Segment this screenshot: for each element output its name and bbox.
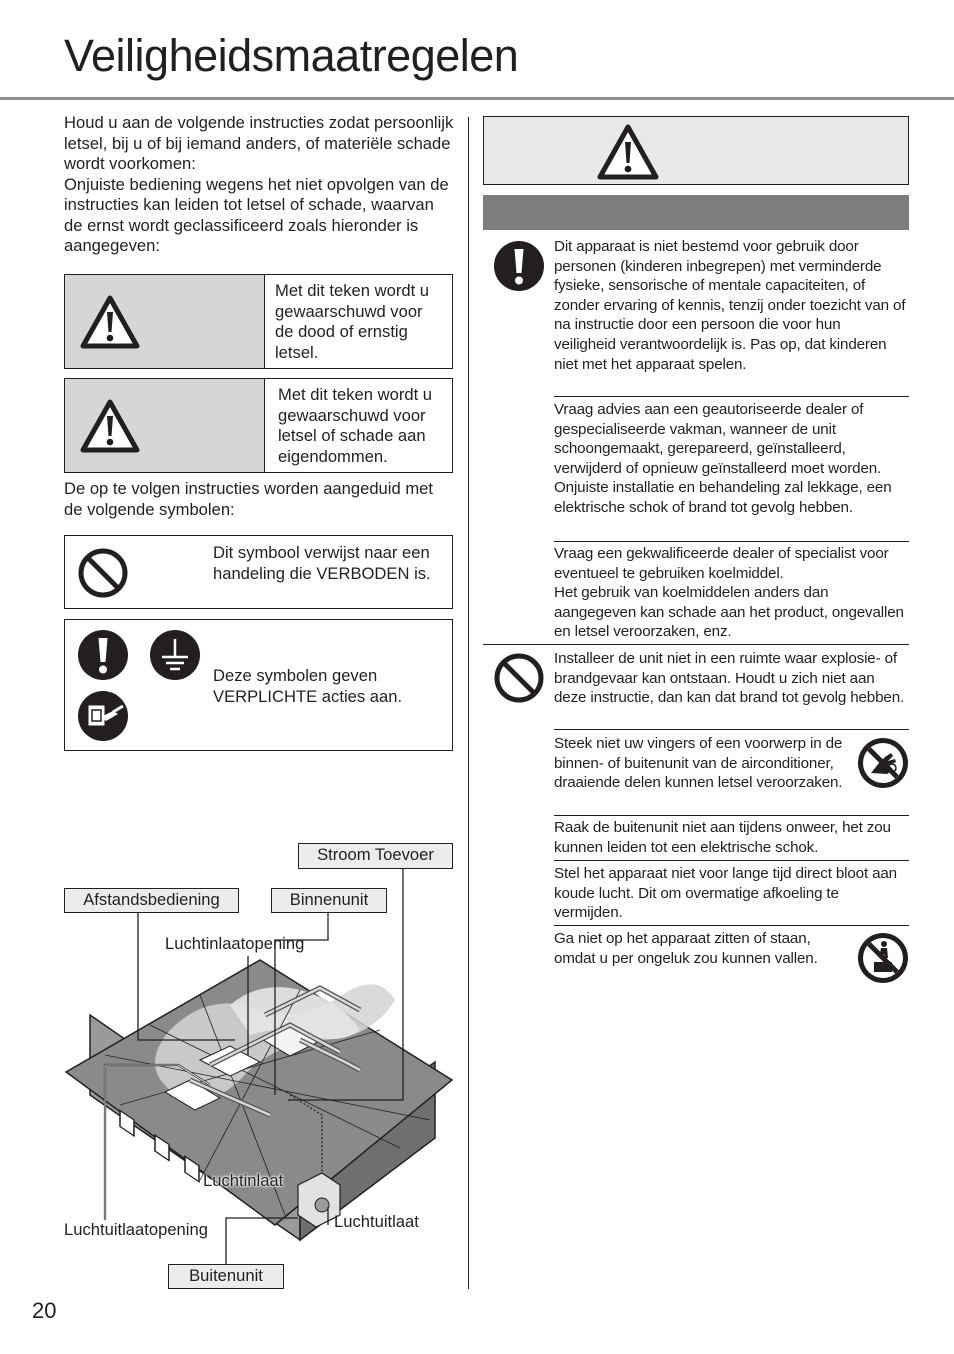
prohibited-icon — [493, 652, 545, 704]
label-air-outlet-opening: Luchtuitlaatopening — [64, 1220, 208, 1239]
page-title: Veiligheidsmaatregelen — [64, 30, 519, 81]
prohibited-item-4: Stel het apparaat niet voor lange tijd direct bloot aan koude lucht. Dit om overmatige afkoeling te vermijden. — [554, 865, 897, 922]
page-number: 20 — [32, 1298, 57, 1323]
prohibited-icon — [77, 547, 129, 599]
item-divider — [554, 729, 909, 730]
warning-band — [483, 195, 909, 230]
unplug-icon — [77, 690, 129, 742]
exclamation-icon — [493, 240, 545, 292]
mandatory-symbols-box — [64, 619, 453, 751]
label-air-inlet-opening: Luchtinlaatopening — [165, 934, 305, 953]
mandatory-item-1: Dit apparaat is niet bestemd voor gebruik door personen (kinderen inbegrepen) met verminderde fysieke, sensorische of mentale capaciteiten, of zonder ervaring of kennis, tenzij onder toezicht van of na instructie door een persoon die voor hun veiligheid verantwoordelijk is. Pas op, dat kinderen niet met het apparaat spelen. — [554, 238, 906, 373]
intro-paragraph-2: Onjuiste bediening wegens het niet opvolgen van de instructies kan leiden tot letsel of schade, waarvan de ernst wordt geclassificeerd zoals hieronder is aangegeven: — [64, 174, 449, 255]
warning-triangle-icon — [79, 294, 141, 350]
warning-box-injury — [64, 378, 453, 473]
label-air-inlet: Luchtinlaat — [203, 1171, 284, 1190]
item-divider — [554, 541, 909, 542]
symbols-intro: De op te volgen instructies worden aangeduid met de volgende symbolen: — [64, 479, 433, 519]
warning-box-text: Met dit teken wordt u gewaarschuwd voor de dood of ernstig letsel. — [275, 281, 430, 362]
callout-remote-control: Afstandsbediening — [64, 888, 239, 913]
warning-box-symbol-area — [65, 379, 265, 472]
warning-box-text: Met dit teken wordt u gewaarschuwd voor letsel of schade aan eigendommen. — [278, 385, 433, 466]
mandatory-item-2: Vraag advies aan een geautoriseerde dealer of gespecialiseerde vakman, wanneer de unit schoongemaakt, gerepareerd, geïnstalleerd, verwijderd of opnieuw geïnstalleerd moet worden. Onjuiste installatie en behandeling zal lekkage, een elektrische schok of brand tot gevolg hebben. — [554, 401, 892, 516]
column-divider — [468, 117, 469, 1289]
item-divider — [554, 815, 909, 816]
no-standing-icon — [857, 932, 909, 984]
prohibited-item-5: Ga niet op het apparaat zitten of staan, omdat u per ongeluk zou kunnen vallen. — [554, 930, 818, 967]
item-divider — [554, 396, 909, 397]
ground-icon — [149, 629, 201, 681]
prohibited-symbol-text: Dit symbool verwijst naar een handeling die VERBODEN is. — [213, 543, 431, 583]
prohibited-item-2: Steek niet uw vingers of een voorwerp in de binnen- of buitenunit van de airconditioner, draaiende delen kunnen letsel veroorzaken. — [554, 735, 843, 792]
prohibited-item-3: Raak de buitenunit niet aan tijdens onweer, het zou kunnen leiden tot een elektrische schok. — [554, 819, 891, 856]
section-divider — [483, 644, 909, 645]
label-air-outlet: Luchtuitlaat — [334, 1212, 419, 1231]
intro-paragraph-1: Houd u aan de volgende instructies zodat persoonlijk letsel, bij u of bij iemand anders, of materiële schade wordt voorkomen: — [64, 113, 454, 173]
prohibited-symbol-box — [64, 535, 453, 609]
item-divider — [554, 860, 909, 861]
prohibited-item-1: Installeer de unit niet in een ruimte waar explosie- of brandgevaar kan ontstaan. Houdt u zich niet aan deze instructie, dan kan dat brand tot gevolg hebben. — [554, 650, 905, 707]
mandatory-item-3: Vraag een gekwalificeerde dealer of specialist voor eventueel te gebruiken koelmiddel. Het gebruik van koelmiddelen anders dan aangegeven kan schade aan het product, ongevallen en letsel veroorzaken, enz. — [554, 545, 904, 641]
item-divider — [554, 925, 909, 926]
intro-text — [64, 113, 456, 257]
callout-outdoor-unit: Buitenunit — [168, 1264, 284, 1289]
callout-indoor-unit: Binnenunit — [271, 888, 387, 913]
title-rule — [0, 97, 954, 100]
exclamation-icon — [77, 629, 129, 681]
callout-power-supply: Stroom Toevoer — [298, 843, 453, 869]
warning-triangle-icon — [79, 398, 141, 454]
mandatory-symbols-text: Deze symbolen geven VERPLICHTE acties aan. — [213, 666, 403, 706]
warning-box-death — [64, 274, 453, 369]
warning-triangle-icon — [596, 123, 660, 181]
warning-box-symbol-area — [65, 275, 265, 368]
no-fingers-icon — [857, 737, 909, 789]
warning-header — [483, 116, 909, 185]
